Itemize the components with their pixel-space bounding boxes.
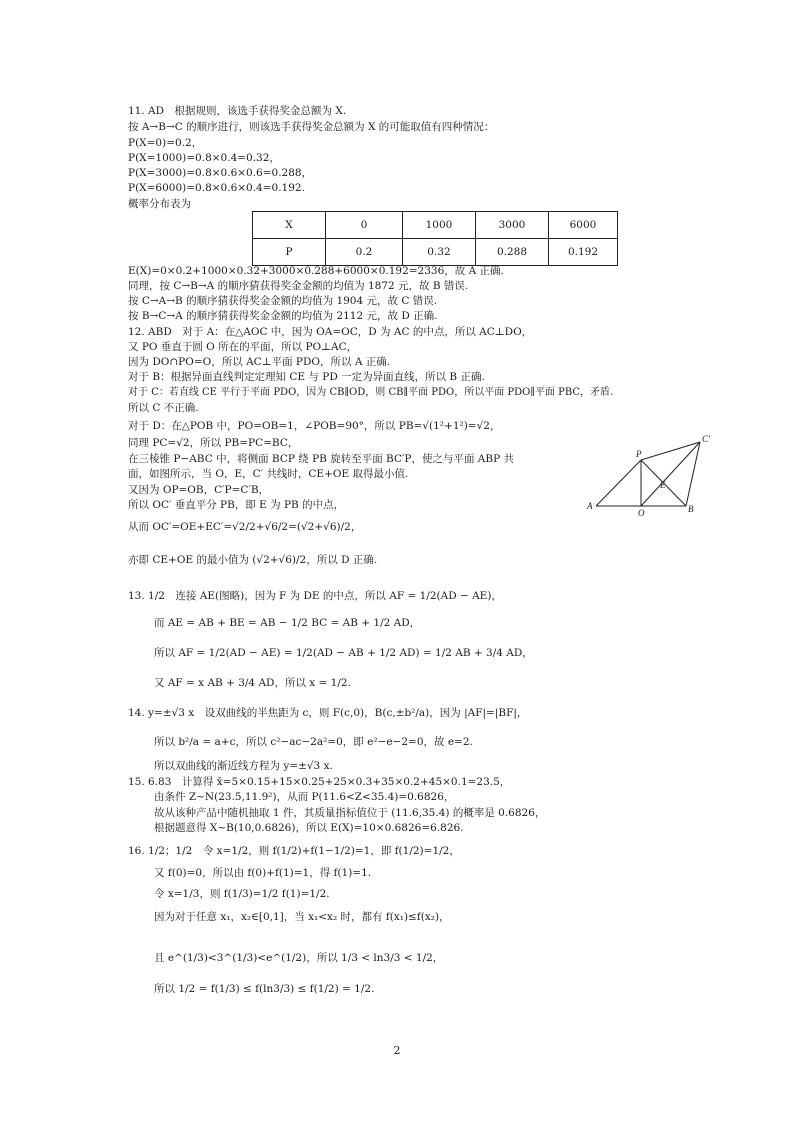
q16-line-1: 16. 1/2；1/2 令 x=1/2，则 f(1/2)+f(1−1/2)=1，即 f(1/2)=1/2， (128, 845, 460, 857)
line-OC (641, 442, 700, 506)
q15-line-3: 故从该种产品中随机抽取 1 件，其质量指标值位于 (11.6,35.4) 的概率是 0.6826， (154, 807, 546, 819)
q12-line-5: 对于 C：若直线 CE 平行于平面 PDO，因为 CB∥OD，则 CB∥平面 PDO，所以平面 PDO∥平面 PBC，矛盾. (128, 387, 614, 398)
q11-line-7: 概率分布表为 (128, 198, 191, 210)
table-cell: P (253, 239, 326, 266)
q12-line-3: 因为 DO∩PO=O，所以 AC⊥平面 PDO，所以 A 正确. (128, 356, 391, 368)
probability-distribution-table (252, 211, 618, 266)
q11-line-11: 按 B→C→A 的顺序猜获得奖金金额的均值为 2112 元，故 D 正确. (128, 310, 438, 322)
q12-line-10: 面，如图所示，当 O，E，C′ 共线时，CE+OE 取得最小值. (128, 468, 409, 480)
q13-line-2: 而 AE = AB + BE = AB − 1/2 BC = AB + 1/2 AD， (154, 617, 421, 629)
q12-line-11: 又因为 OP=OB，C′P=C′B， (128, 484, 270, 496)
table-row (253, 212, 618, 239)
q16-line-5: 且 e^(1/3)<3^(1/3)<e^(1/2)，所以 1/3 < ln3/3 < 1/2， (154, 952, 444, 964)
q13-line-3: 所以 AF = 1/2(AD − AE) = 1/2(AD − AB + 1/2 AD) = 1/2 AB + 3/4 AD， (154, 647, 533, 659)
q11-line-2: 按 A→B→C 的顺序进行，则该选手获得奖金总额为 X 的可能取值有四种情况： (128, 121, 495, 133)
table-cell: 0.32 (403, 239, 476, 266)
q12-line-12: 所以 OC′ 垂直平分 PB，即 E 为 PB 的中点， (128, 499, 345, 511)
q12-line-7: 对于 D：在△POB 中，PO=OB=1，∠POB=90°，所以 PB=√(1²+1²)=√2， (128, 420, 501, 432)
q16-line-6: 所以 1/2 = f(1/3) ≤ f(ln3/3) ≤ f(1/2) = 1/2. (154, 983, 375, 995)
label-P: P (636, 449, 642, 459)
table-cell: 6000 (549, 212, 618, 239)
q12-line-13: 从而 OC′=OE+EC′=√2/2+√6/2=(√2+√6)/2， (128, 521, 362, 533)
q16-line-2: 又 f(0)=0，所以由 f(0)+f(1)=1，得 f(1)=1. (154, 867, 372, 879)
label-A: A (587, 501, 593, 511)
q11-line-9: 同理，按 C→B→A 的顺序猜获得奖金金额的均值为 1872 元，故 B 错误. (128, 280, 469, 292)
q11-line-1: 11. AD 根据规则，该选手获得奖金总额为 X. (128, 105, 347, 117)
q12-line-14: 亦即 CE+OE 的最小值为 (√2+√6)/2，所以 D 正确. (128, 554, 378, 566)
q11-line-10: 按 C→A→B 的顺序猜获得奖金金额的均值为 1904 元，故 C 错误. (128, 295, 438, 307)
table-row (253, 239, 618, 266)
line-AP (596, 460, 641, 506)
table-cell: 0.192 (549, 239, 618, 266)
q16-line-4: 因为对于任意 x₁，x₂∈[0,1]，当 x₁<x₂ 时，都有 f(x₁)≤f(x₂)， (154, 911, 450, 923)
q12-line-9: 在三棱锥 P−ABC 中，将侧面 BCP 绕 PB 旋转至平面 BC′P，使之与平面 ABP 共 (128, 453, 514, 465)
q11-line-8: E(X)=0×0.2+1000×0.32+3000×0.288+6000×0.192=2336，故 A 正确. (128, 265, 504, 277)
q15-line-4: 根据题意得 X~B(10,0.6826)，所以 E(X)=10×0.6826=6.826. (154, 822, 464, 834)
q12-line-1: 12. ABD 对于 A：在△AOC 中，因为 OA=OC，D 为 AC 的中点，所以 AC⊥DO， (128, 326, 533, 338)
label-O: O (638, 508, 645, 516)
q11-line-5: P(X=3000)=0.8×0.6×0.6=0.288， (128, 167, 313, 179)
q14-line-1: 14. y=±√3 x 设双曲线的半焦距为 c，则 F(c,0)，B(c,±b²/a)，因为 |AF|=|BF|， (128, 707, 528, 719)
q14-line-2: 所以 b²/a = a+c，所以 c²−ac−2a²=0，即 e²−e−2=0，故 e=2. (154, 736, 473, 748)
table-cell: 0.2 (326, 239, 403, 266)
label-B: B (688, 504, 694, 514)
q14-line-3: 所以双曲线的渐近线方程为 y=±√3 x. (154, 760, 333, 772)
table-cell: 0.288 (476, 239, 549, 266)
table-cell: X (253, 212, 326, 239)
q15-line-2: 由条件 Z~N(23.5,11.9²)，从而 P(11.6<Z<35.4)=0.6826， (154, 791, 455, 803)
q11-line-6: P(X=6000)=0.8×0.6×0.4=0.192. (128, 182, 305, 194)
label-C: C′ (702, 434, 710, 444)
tetrahedron-unfold-figure (584, 432, 718, 516)
line-CB (686, 442, 700, 506)
q12-line-6: 所以 C 不正确. (128, 402, 199, 414)
q13-line-1: 13. 1/2 连接 AE(图略)，因为 F 为 DE 的中点，所以 AF = 1/2(AD − AE)， (128, 590, 502, 602)
q16-line-3: 令 x=1/3，则 f(1/3)=1/2 f(1)=1/2. (154, 888, 330, 900)
table-cell: 1000 (403, 212, 476, 239)
q15-line-1: 15. 6.83 计算得 x̄=5×0.15+15×0.25+25×0.3+35×0.2+45×0.1=23.5， (128, 776, 511, 788)
q12-line-4: 对于 B：根据异面直线判定定理知 CE 与 PD 一定为异面直线，所以 B 正确. (128, 371, 485, 383)
q13-line-4: 又 AF = x AB + 3/4 AD，所以 x = 1/2. (154, 677, 351, 689)
q11-line-4: P(X=1000)=0.8×0.4=0.32， (128, 152, 280, 164)
q11-line-3: P(X=0)=0.2， (128, 137, 203, 149)
table-cell: 3000 (476, 212, 549, 239)
table-cell: 0 (326, 212, 403, 239)
q12-line-2: 又 PO 垂直于圆 O 所在的平面，所以 PO⊥AC， (128, 341, 358, 353)
q12-line-8: 同理 PC=√2，所以 PB=PC=BC， (128, 437, 299, 449)
page-number: 2 (393, 1044, 401, 1057)
label-E: E (660, 480, 666, 490)
